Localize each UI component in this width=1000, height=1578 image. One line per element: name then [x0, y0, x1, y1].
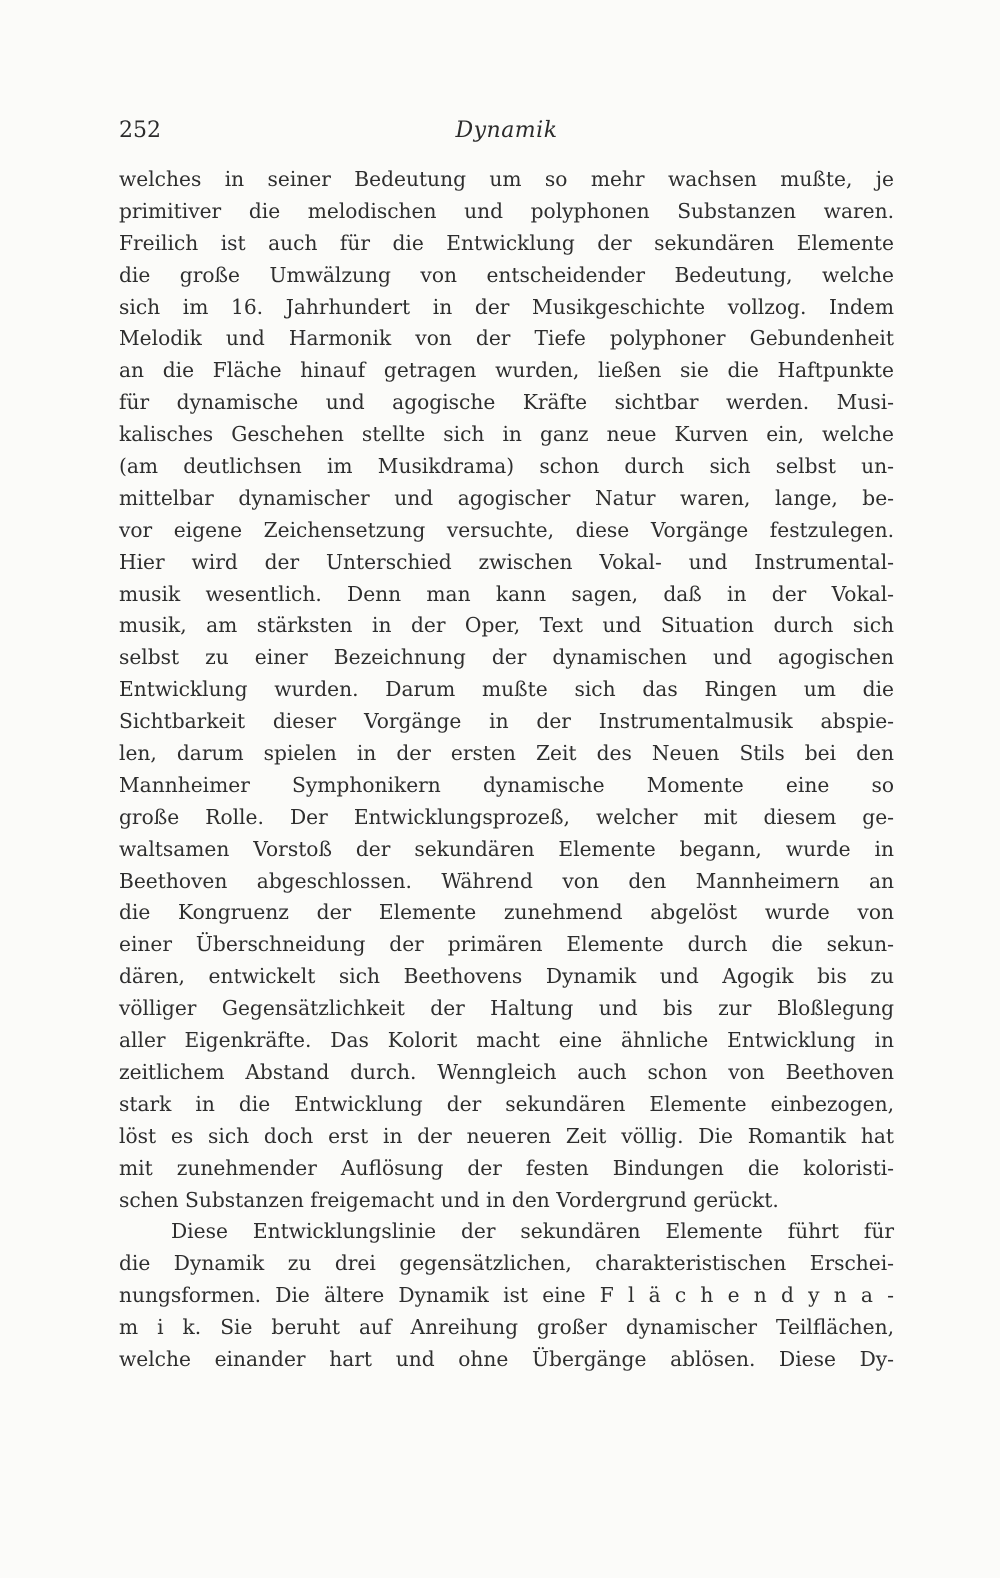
text-line: dären, entwickelt sich Beethovens Dynamik und Agogik bis zu: [119, 964, 894, 989]
text-line: Diese Entwicklungslinie der sekundären Elemente führt für: [171, 1219, 894, 1244]
text-line: zeitlichem Abstand durch. Wenngleich auch schon von Beethoven: [119, 1059, 894, 1084]
text-line: (am deutlichsen im Musikdrama) schon durch sich selbst un-: [119, 454, 894, 479]
text-line: die Dynamik zu drei gegensätzlichen, charakteristischen Erschei-: [119, 1251, 894, 1276]
text-line: die große Umwälzung von entscheidender Bedeutung, welche: [119, 262, 894, 287]
text-line: aller Eigenkräfte. Das Kolorit macht eine ähnliche Entwicklung in: [119, 1028, 894, 1053]
text-line: mit zunehmender Auflösung der festen Bindungen die koloristi-: [119, 1155, 894, 1180]
text-line: mittelbar dynamischer und agogischer Natur waren, lange, be-: [119, 485, 894, 510]
text-line: Entwicklung wurden. Darum mußte sich das Ringen um die: [119, 677, 894, 702]
text-line: selbst zu einer Bezeichnung der dynamischen und agogischen: [119, 645, 894, 670]
text-line: nungsformen. Die ältere Dynamik ist eine F l ä c h e n d y n a -: [119, 1283, 894, 1308]
text-line: welches in seiner Bedeutung um so mehr wachsen mußte, je: [119, 167, 894, 191]
text-line: sich im 16. Jahrhundert in der Musikgeschichte vollzog. Indem: [119, 294, 894, 319]
text-line: musik wesentlich. Denn man kann sagen, daß in der Vokal-: [119, 581, 894, 606]
text-line: primitiver die melodischen und polyphonen Substanzen waren.: [119, 198, 894, 223]
text-line: Freilich ist auch für die Entwicklung der sekundären Elemente: [119, 230, 894, 255]
text-line: musik, am stärksten in der Oper, Text und Situation durch sich: [119, 613, 894, 638]
text-line: löst es sich doch erst in der neueren Zeit völlig. Die Romantik hat: [119, 1123, 894, 1148]
running-title: Dynamik: [455, 118, 558, 143]
text-line: Melodik und Harmonik von der Tiefe polyphoner Gebundenheit: [119, 326, 894, 351]
text-line: Mannheimer Symphonikern dynamische Momente eine so: [119, 772, 894, 797]
text-line: waltsamen Vorstoß der sekundären Elemente begann, wurde in: [119, 836, 894, 861]
text-line: schen Substanzen freigemacht und in den Vordergrund gerückt.: [119, 1187, 779, 1212]
text-line: große Rolle. Der Entwicklungsprozeß, welcher mit diesem ge-: [119, 804, 894, 829]
body-text: [119, 164, 894, 1376]
text-line: len, darum spielen in der ersten Zeit des Neuen Stils bei den: [119, 741, 894, 766]
text-line: stark in die Entwicklung der sekundären Elemente einbezogen,: [119, 1091, 894, 1116]
text-line: welche einander hart und ohne Übergänge ablösen. Diese Dy-: [119, 1346, 894, 1371]
text-line: m i k. Sie beruht auf Anreihung großer dynamischer Teilflächen,: [119, 1315, 894, 1340]
text-line: kalisches Geschehen stellte sich in ganz neue Kurven ein, welche: [119, 422, 894, 447]
text-line: für dynamische und agogische Kräfte sichtbar werden. Musi-: [119, 390, 894, 415]
text-line: an die Fläche hinauf getragen wurden, ließen sie die Haftpunkte: [119, 358, 894, 383]
page-number: 252: [119, 118, 161, 143]
text-line: die Kongruenz der Elemente zunehmend abgelöst wurde von: [119, 900, 894, 925]
text-line: vor eigene Zeichensetzung versuchte, diese Vorgänge festzulegen.: [119, 517, 894, 542]
text-line: völliger Gegensätzlichkeit der Haltung und bis zur Bloßlegung: [119, 996, 894, 1021]
text-line: Hier wird der Unterschied zwischen Vokal- und Instrumental-: [119, 549, 894, 574]
text-line: einer Überschneidung der primären Elemente durch die sekun-: [119, 932, 894, 957]
text-line: Sichtbarkeit dieser Vorgänge in der Instrumentalmusik abspie-: [119, 709, 894, 734]
page-header: [119, 115, 894, 147]
text-line: Beethoven abgeschlossen. Während von den Mannheimern an: [119, 868, 894, 893]
